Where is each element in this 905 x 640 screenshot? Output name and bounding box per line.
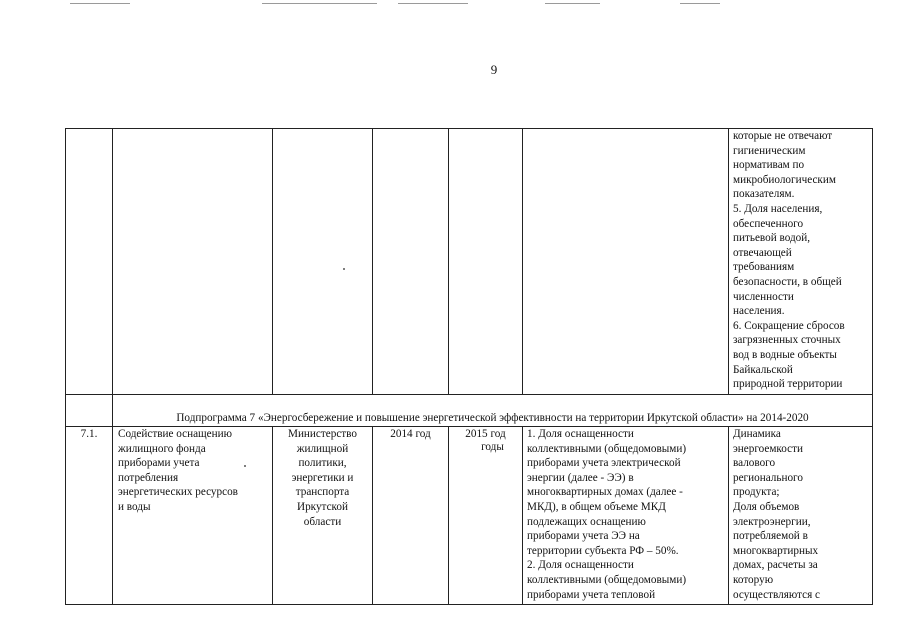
- row-number: 7.1.: [80, 428, 98, 440]
- scan-artifact: [262, 3, 377, 4]
- column-divider: [272, 128, 273, 394]
- measure-name-cell: Содействие оснащению жилищного фонда приборами учета потребления энергетических ресурсов и воды: [118, 428, 238, 513]
- column-divider: [112, 128, 113, 394]
- column-divider: [728, 128, 729, 394]
- table-border-right: [872, 128, 873, 605]
- scan-artifact: [398, 3, 468, 4]
- scan-artifact: [545, 3, 600, 4]
- expected-results-cell: 1. Доля оснащенности коллективными (общедомовыми) приборами учета электрической энергии (далее - ЭЭ) в многоквартирных домах (далее - МКД), в общем объеме МКД подлежащих оснащению приборами учета ЭЭ на территории субъекта РФ – 50%. 2. Доля оснащенности коллективными (общедомовыми) приборами учета тепловой: [527, 428, 687, 601]
- page-number: 9: [490, 62, 498, 77]
- subprogram-title-line2: годы: [481, 440, 504, 453]
- target-indicators-cell: Динамика энергоемкости валового регионального продукта; Доля объемов электроэнергии, потребляемой в многоквартирных домах, расчеты за которую осуществляются с: [733, 428, 820, 601]
- table-border-bottom: [65, 604, 873, 605]
- scan-speck: [244, 465, 246, 467]
- continued-indicators-cell: которые не отвечают гигиеническим нормативам по микробиологическим показателям. 5. Доля населения, обеспеченного питьевой водой, отвечающей требованиям безопасности, в общей численности населения. 6. Сокращение сбросов загрязненных сточных вод в водные объекты Байкальской природной территории: [733, 130, 845, 391]
- scan-artifact: [70, 3, 130, 4]
- start-year-cell: 2014 год: [390, 428, 431, 440]
- subprogram-title-line1: Подпрограмма 7 «Энергосбережение и повышение энергетической эффективности на территории Иркутской области» на 2014-2020: [176, 411, 809, 424]
- table-rule: [65, 394, 873, 395]
- column-divider: [522, 128, 523, 394]
- scan-speck: [343, 268, 345, 270]
- column-divider: [372, 128, 373, 394]
- column-divider: [448, 128, 449, 394]
- end-year-cell: 2015 год: [465, 428, 506, 440]
- table-border-left: [65, 128, 66, 605]
- executor-cell: Министерство жилищной политики, энергетики и транспорта Иркутской области: [288, 428, 357, 528]
- scan-artifact: [680, 3, 720, 4]
